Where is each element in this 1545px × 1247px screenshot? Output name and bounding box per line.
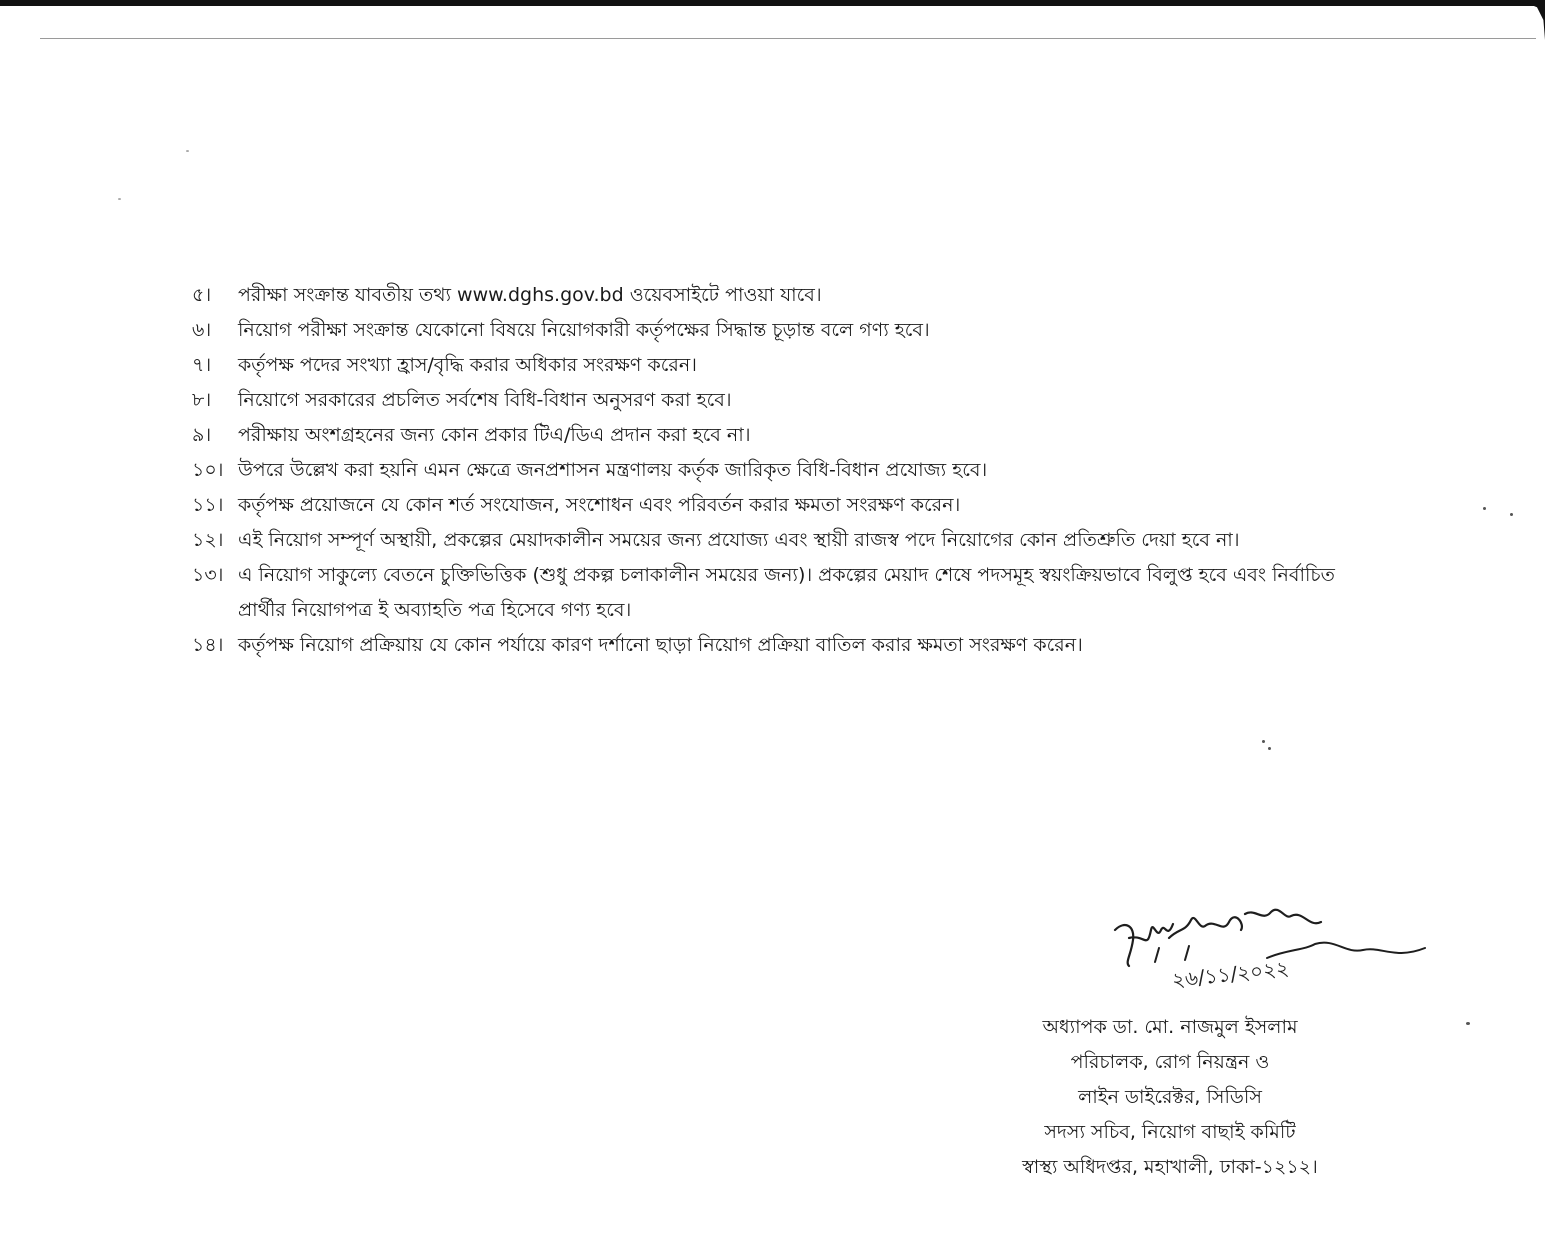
condition-item (192, 453, 1372, 488)
scan-corner (1505, 0, 1545, 40)
signatory-designation: লাইন ডাইরেক্টর, সিডিসি (1078, 1086, 1262, 1108)
condition-text: উপরে উল্লেখ করা হয়নি এমন ক্ষেত্রে জনপ্রশাসন মন্ত্রণালয় কর্তৃক জারিকৃত বিধি-বিধান প্রযোজ্য হবে। (238, 459, 988, 481)
condition-item (192, 278, 1372, 313)
signatory-designation: পরিচালক, রোগ নিয়ন্ত্রন ও (1070, 1051, 1270, 1073)
scan-speck (1510, 513, 1513, 516)
scan-speck (118, 198, 121, 200)
condition-text: পরীক্ষা সংক্রান্ত যাবতীয় তথ্য www.dghs.gov.bd ওয়েবসাইটে পাওয়া যাবে। (238, 284, 822, 306)
header-rule (40, 38, 1536, 39)
condition-text: এ নিয়োগ সাকুল্যে বেতনে চুক্তিভিত্তিক (শুধু প্রকল্প চলাকালীন সময়ের জন্য)। প্রকল্পের মেয়াদ শেষে পদসমূহ স্বয়ংক্রিয়ভাবে বিলুপ্ত হবে এবং নির্বাচিত প্রার্থীর নিয়োগপত্র ই অব্যাহতি পত্র হিসেবে গণ্য হবে। (238, 564, 1335, 621)
condition-text: নিয়োগ পরীক্ষা সংক্রান্ত যেকোনো বিষয়ে নিয়োগকারী কর্তৃপক্ষের সিদ্ধান্ত চূড়ান্ত বলে গণ্য হবে। (238, 319, 930, 341)
scan-speck (1483, 507, 1486, 510)
signatory-name: অধ্যাপক ডা. মো. নাজমুল ইসলাম (1042, 1016, 1298, 1038)
condition-number: ৬। (192, 319, 212, 341)
condition-number: ৫। (192, 284, 212, 306)
condition-number: ১৩। (192, 564, 224, 586)
signatory-office-address: স্বাস্থ্য অধিদপ্তর, মহাখালী, ঢাকা-১২১২। (1022, 1156, 1318, 1178)
condition-number: ৭। (192, 354, 212, 376)
condition-text: পরীক্ষায় অংশগ্রহনের জন্য কোন প্রকার টিএ/ডিএ প্রদান করা হবে না। (238, 424, 751, 446)
scan-speck (1466, 1022, 1470, 1025)
condition-number: ১০। (192, 459, 224, 481)
conditions-list (192, 278, 1372, 663)
scan-speck (1262, 740, 1265, 743)
scan-speck (186, 150, 189, 152)
condition-item (192, 523, 1372, 558)
signature-date: ২৬/১১/২০২২ (1170, 955, 1291, 993)
condition-text: কর্তৃপক্ষ নিয়োগ প্রক্রিয়ায় যে কোন পর্যায়ে কারণ দর্শানো ছাড়া নিয়োগ প্রক্রিয়া বাতিল করার ক্ষমতা সংরক্ষণ করেন। (238, 634, 1083, 656)
condition-number: ১১। (192, 494, 224, 516)
condition-number: ১৪। (192, 634, 224, 656)
signatory-committee-role: সদস্য সচিব, নিয়োগ বাছাই কমিটি (1044, 1121, 1296, 1143)
condition-item (192, 383, 1372, 418)
condition-text: এই নিয়োগ সম্পূর্ণ অস্থায়ী, প্রকল্পের মেয়াদকালীন সময়ের জন্য প্রযোজ্য এবং স্থায়ী রাজস্ব পদে নিয়োগের কোন প্রতিশ্রুতি দেয়া হবে না। (238, 529, 1240, 551)
condition-text: কর্তৃপক্ষ পদের সংখ্যা হ্রাস/বৃদ্ধি করার অধিকার সংরক্ষণ করেন। (238, 354, 697, 376)
condition-number: ১২। (192, 529, 224, 551)
condition-text: নিয়োগে সরকারের প্রচলিত সর্বশেষ বিধি-বিধান অনুসরণ করা হবে। (238, 389, 732, 411)
condition-item (192, 558, 1372, 628)
condition-item (192, 628, 1372, 663)
scan-border-top (0, 0, 1545, 6)
condition-number: ৯। (192, 424, 212, 446)
condition-text: কর্তৃপক্ষ প্রয়োজনে যে কোন শর্ত সংযোজন, সংশোধন এবং পরিবর্তন করার ক্ষমতা সংরক্ষণ করেন। (238, 494, 961, 516)
condition-item (192, 348, 1372, 383)
scan-speck (1268, 747, 1271, 750)
condition-item (192, 418, 1372, 453)
signatory-block (960, 1010, 1380, 1185)
condition-item (192, 488, 1372, 523)
condition-number: ৮। (192, 389, 212, 411)
condition-item (192, 313, 1372, 348)
